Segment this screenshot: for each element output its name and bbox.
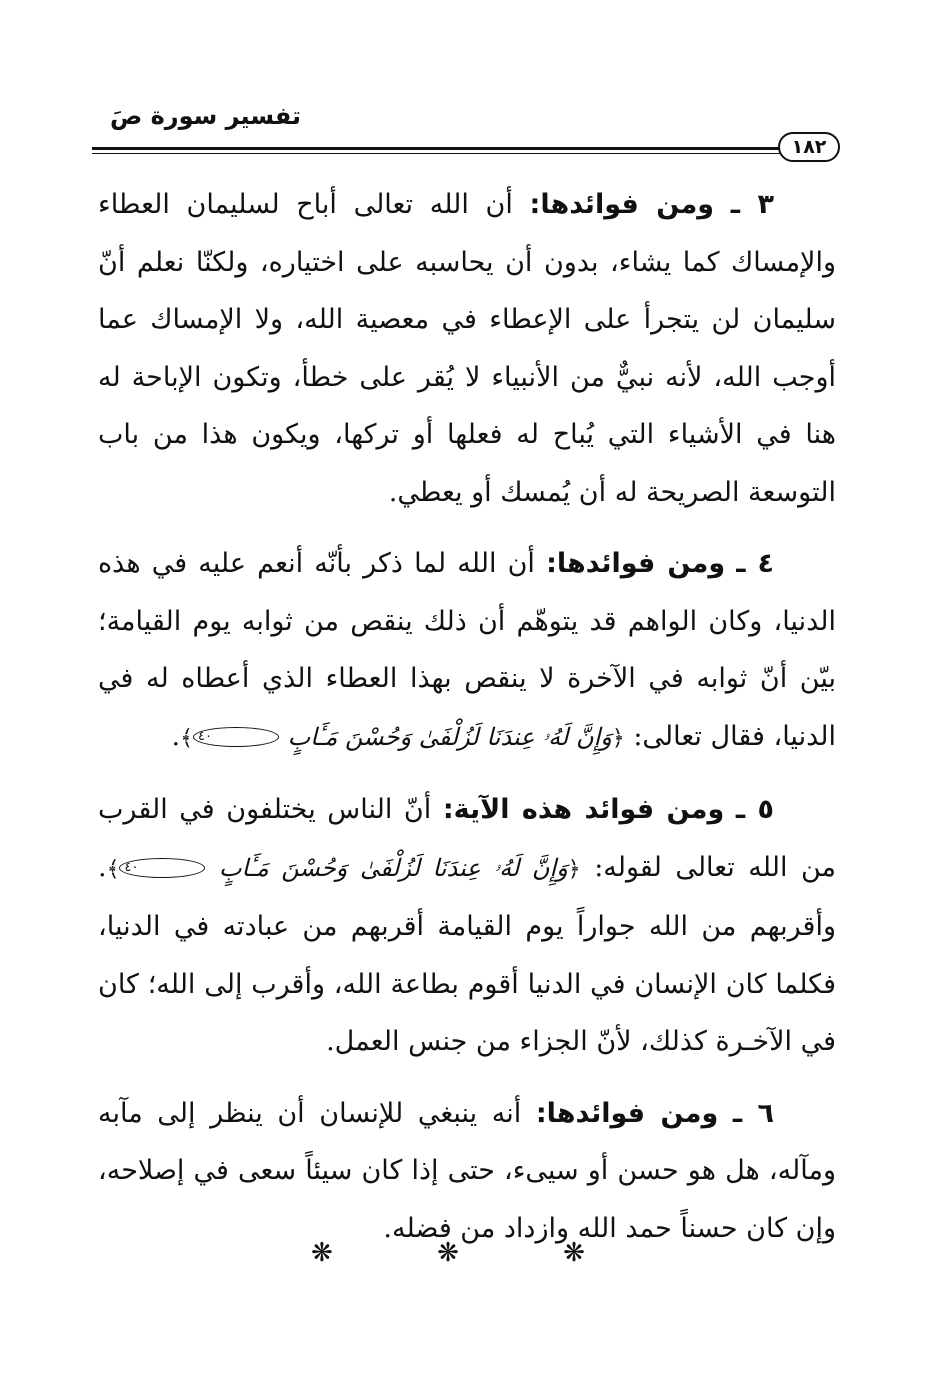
quran-verse: وَإِنَّ لَهُۥ عِندَنَا لَزُلْفَىٰ وَحُسْنَ مَـَٔابٍ: [218, 853, 568, 882]
paragraph-text: أنّ الناس يختلفون في القرب من الله تعالى لقوله:: [98, 794, 836, 883]
paragraph-5: [98, 781, 836, 1071]
verse-close-bracket: ﴾: [106, 856, 120, 882]
paragraph-lead: ومن فوائدها:: [529, 189, 715, 220]
paragraph-lead: ومن فوائدها:: [546, 548, 726, 579]
paragraph-number: ٦ ـ: [732, 1097, 774, 1129]
paragraph-number: ٣ ـ: [730, 189, 774, 220]
paragraph-lead: ومن فوائدها:: [535, 1097, 719, 1129]
paragraph-6: [98, 1085, 836, 1258]
paragraph-3: [98, 176, 836, 521]
page-number: ١٨٢: [778, 132, 840, 162]
paragraph-text: أنه ينبغي للإنسان أن ينظر إلى مآبه ومآله، هل هو حسن أو سيىء، حتى إذا كان سيئاً سعى في إصلاحه، وإن كان حسناً حمد الله وازداد من فضله.: [98, 1097, 836, 1244]
paragraph-number: ٤ ـ: [736, 548, 774, 579]
paragraph-number: ٥ ـ: [735, 794, 774, 825]
paragraph-4: [98, 535, 836, 767]
paragraph-text: أن الله تعالى أباح لسليمان العطاء والإمساك كما يشاء، بدون أن يحاسبه على اختياره، ولكنّا نعلم أنّ سليمان لن يتجرأ على الإعطاء في معصية الله، ولا الإمساك عما أوجب الله، لأنه نبيٌّ من الأنبياء لا يُقر على خطأ، وتكون الإباحة له هنا في الأشياء التي يُباح له فعلها أو تركها، ويكون هذا من باب التوسعة الصريحة له أن يُمسك أو يعطي.: [98, 189, 836, 508]
ayah-number: ٤٠: [193, 727, 279, 747]
body-text: [98, 176, 836, 1271]
paragraph-lead: ومن فوائد هذه الآية:: [442, 794, 725, 825]
ayah-number: ٤٠: [119, 858, 205, 878]
verse-open-bracket: ﴿: [567, 856, 581, 882]
section-separator-asterisms: ❋ ❋ ❋: [311, 1238, 633, 1268]
paragraph-text: أن الله لما ذكر بأنّه أنعم عليه في هذه الدنيا، وكان الواهم قد يتوهّم أن ذلك ينقص من ثوابه يوم القيامة؛ بيّن أنّ ثوابه في الآخرة لا ينقص بهذا العطاء الذي أعطاه له في الدنيا، فقال تعالى:: [98, 548, 836, 752]
running-title: تفسير سورة صَ: [110, 102, 302, 130]
paragraph-tail: .: [171, 720, 181, 752]
header-rule-thin: [92, 153, 782, 154]
paragraph-tail: . وأقربهم من الله جواراً يوم القيامة أقربهم من عبادته في الدنيا، فكلما كان الإنسان في الدنيا أقوم بطاعة الله، وأقرب إلى الله؛ كان في الآخـرة كذلك، لأنّ الجزاء من جنس العمل.: [98, 851, 836, 1057]
page-header: [92, 96, 840, 166]
quran-verse: وَإِنَّ لَهُۥ عِندَنَا لَزُلْفَىٰ وَحُسْنَ مَـَٔابٍ: [287, 722, 612, 751]
verse-close-bracket: ﴾: [180, 725, 193, 751]
header-rule: [92, 147, 782, 150]
verse-open-bracket: ﴿: [611, 725, 625, 751]
